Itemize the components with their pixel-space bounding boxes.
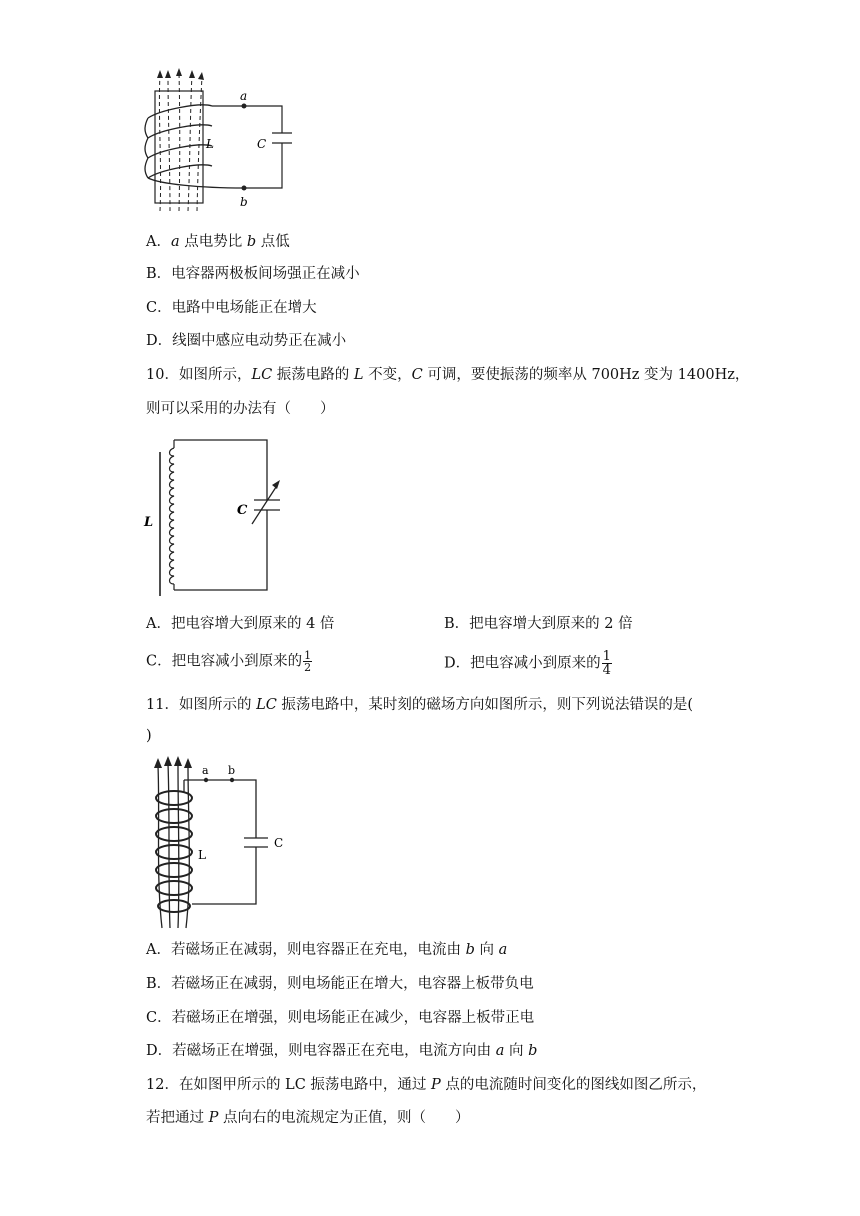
q10-label-c: C: [237, 503, 248, 518]
q10-label-l: L: [144, 515, 154, 530]
q9-label-c: C: [257, 137, 267, 151]
q11-stem-line2: ): [146, 728, 152, 744]
q11-circuit-figure: [148, 756, 298, 932]
q11-option-d: D．若磁场正在增强，则电容器正在充电，电流方向由 a 向 b: [146, 1043, 538, 1059]
q9-label-a: a: [240, 89, 248, 103]
q11-option-a: A．若磁场正在减弱，则电容器正在充电，电流由 b 向 a: [146, 942, 508, 958]
q10-option-a: A．把电容增大到原来的 4 倍: [146, 616, 335, 632]
q11-option-b: B．若磁场正在减弱，则电场能正在增大，电容器上板带负电: [146, 976, 534, 992]
q9-option-c: C．电路中电场能正在增大: [146, 300, 317, 316]
q10-stem-line2: 则可以采用的办法有（ ）: [146, 401, 335, 417]
q9-option-d: D．线圈中感应电动势正在减小: [146, 333, 347, 349]
q9-label-l: L: [206, 137, 214, 151]
q9-option-a: A．a 点电势比 b 点低: [146, 234, 290, 250]
q9-circuit-figure: [140, 66, 300, 216]
q10-option-d-fraction: $\frac{1}{4}$: [602, 649, 611, 678]
q11-label-b: b: [228, 764, 236, 777]
q10-stem-line1: 10．如图所示，LC 振荡电路的 L 不变，C 可调，要使振荡的频率从 700Hz 变为 1400Hz，: [146, 367, 750, 383]
q10-circuit-figure: [140, 432, 290, 602]
q12-stem-line1: 12．在如图甲所示的 LC 振荡电路中，通过 P 点的电流随时间变化的图线如图乙所示，: [146, 1077, 707, 1093]
q9-label-b: b: [240, 195, 248, 209]
q10-option-d: D．把电容减小到原来的 $\frac{1}{4}$: [444, 649, 611, 678]
q11-stem-line1: 11．如图所示的 LC 振荡电路中，某时刻的磁场方向如图所示，则下列说法错误的是(: [146, 697, 694, 713]
q10-option-c-fraction: $\frac{1}{2}$: [304, 649, 312, 674]
q11-label-l: L: [198, 848, 206, 862]
q9-option-b: B．电容器两极板间场强正在减小: [146, 266, 360, 282]
q11-label-c: C: [274, 836, 284, 850]
q11-label-a: a: [202, 764, 209, 777]
q12-stem-line2: 若把通过 P 点向右的电流规定为正值，则（ ）: [146, 1110, 470, 1126]
q10-option-c: C．把电容减小到原来的 $\frac{1}{2}$: [146, 649, 312, 674]
q11-option-c: C．若磁场正在增强，则电场能正在减少，电容器上板带正电: [146, 1010, 535, 1026]
q10-option-b: B．把电容增大到原来的 2 倍: [444, 616, 633, 632]
